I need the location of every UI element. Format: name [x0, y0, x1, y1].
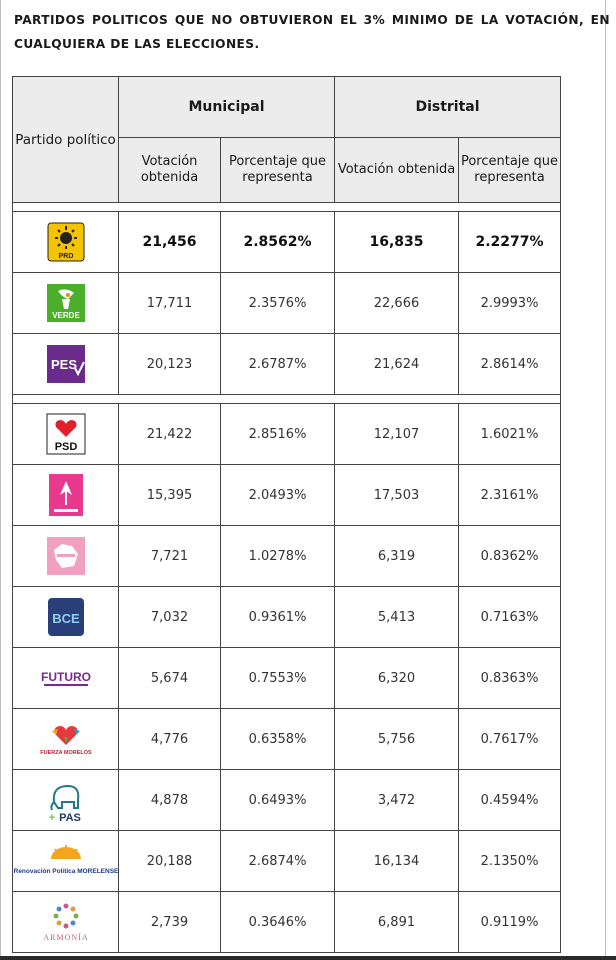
- pes-logo: [13, 334, 119, 395]
- municipal-percent-cell: 2.0493%: [221, 465, 335, 526]
- svg-text:ARMONÍA: ARMONÍA: [42, 933, 89, 942]
- table-row: [13, 273, 561, 334]
- municipal-percent-cell: 0.6358%: [221, 709, 335, 770]
- municipal-votes-cell: 20,123: [119, 334, 221, 395]
- table-row: [13, 831, 561, 892]
- distrital-votes-cell: 12,107: [335, 404, 459, 465]
- fuerza-morelos-logo: [13, 709, 119, 770]
- renovacion-sun-icon: [13, 843, 118, 879]
- distrital-percent-cell: 1.6021%: [459, 404, 561, 465]
- distrital-votes-cell: 6,320: [335, 648, 459, 709]
- distrital-header: Distrital: [335, 77, 561, 138]
- municipal-votes-cell: 2,739: [119, 892, 221, 953]
- svg-text:Renovación Política MORELENSE: Renovación Política MORELENSE: [13, 868, 118, 875]
- distrital-votes-cell: 16,835: [335, 212, 459, 273]
- distrital-votes-header: Votación obtenida: [335, 138, 459, 203]
- distrital-percent-cell: 2.2277%: [459, 212, 561, 273]
- pes-check-icon: [46, 344, 86, 384]
- svg-text:FUTURO: FUTURO: [40, 670, 91, 684]
- table-row: [13, 465, 561, 526]
- svg-text:VERDE: VERDE: [51, 311, 80, 320]
- svg-text:PAS: PAS: [58, 812, 81, 824]
- futuro-wordmark-icon: [38, 666, 94, 690]
- municipal-percent-cell: 2.6787%: [221, 334, 335, 395]
- municipal-percent-cell: 2.6874%: [221, 831, 335, 892]
- municipal-votes-cell: 21,456: [119, 212, 221, 273]
- distrital-percent-cell: 0.4594%: [459, 770, 561, 831]
- pas-logo: [13, 770, 119, 831]
- distrital-votes-cell: 5,756: [335, 709, 459, 770]
- municipal-percent-cell: 0.9361%: [221, 587, 335, 648]
- distrital-percent-header: Porcentaje que representa: [459, 138, 561, 203]
- armonia-flower-icon: [36, 900, 96, 944]
- table-row: [13, 526, 561, 587]
- svg-text:+: +: [48, 812, 55, 824]
- table-row: [13, 770, 561, 831]
- table-row: [13, 212, 561, 273]
- humanista-logo: [13, 465, 119, 526]
- distrital-percent-cell: 2.3161%: [459, 465, 561, 526]
- municipal-votes-cell: 4,878: [119, 770, 221, 831]
- municipal-votes-cell: 17,711: [119, 273, 221, 334]
- results-table: [12, 76, 561, 953]
- distrital-percent-cell: 0.7163%: [459, 587, 561, 648]
- municipal-votes-cell: 21,422: [119, 404, 221, 465]
- table-row: [13, 709, 561, 770]
- distrital-percent-cell: 0.7617%: [459, 709, 561, 770]
- municipal-percent-cell: 0.3646%: [221, 892, 335, 953]
- distrital-votes-cell: 17,503: [335, 465, 459, 526]
- distrital-votes-cell: 22,666: [335, 273, 459, 334]
- municipal-votes-cell: 4,776: [119, 709, 221, 770]
- page-title: PARTIDOS POLITICOS QUE NO OBTUVIERON EL 3% MINIMO DE LA VOTACIÓN, EN CUALQUIERA DE LAS ELECCIONES.: [14, 13, 610, 51]
- prd-sun-icon: [47, 222, 85, 262]
- renovacion-morelense-logo: [13, 831, 119, 892]
- verde-toucan-icon: [46, 283, 86, 323]
- svg-text:PRD: PRD: [58, 253, 73, 260]
- humanista-bird-icon: [48, 473, 84, 517]
- municipal-percent-cell: 0.7553%: [221, 648, 335, 709]
- table-row: [13, 404, 561, 465]
- municipal-votes-cell: 5,674: [119, 648, 221, 709]
- psd-logo: [13, 404, 119, 465]
- bce-badge-icon: [47, 597, 85, 637]
- municipal-percent-header: Porcentaje que representa: [221, 138, 335, 203]
- svg-text:FUERZA MORELOS: FUERZA MORELOS: [39, 750, 92, 756]
- distrital-votes-cell: 6,319: [335, 526, 459, 587]
- fuerza-morelos-heart-icon: [34, 721, 98, 757]
- svg-text:BCE: BCE: [51, 611, 80, 626]
- distrital-votes-cell: 3,472: [335, 770, 459, 831]
- municipal-votes-cell: 15,395: [119, 465, 221, 526]
- table-row: [13, 587, 561, 648]
- table-row: [13, 334, 561, 395]
- municipal-percent-cell: 2.8516%: [221, 404, 335, 465]
- municipal-votes-cell: 20,188: [119, 831, 221, 892]
- party-column-header: [13, 77, 119, 203]
- municipal-percent-cell: 2.8562%: [221, 212, 335, 273]
- distrital-votes-cell: 21,624: [335, 334, 459, 395]
- municipal-percent-cell: 0.6493%: [221, 770, 335, 831]
- distrital-percent-cell: 0.8362%: [459, 526, 561, 587]
- municipal-percent-cell: 1.0278%: [221, 526, 335, 587]
- municipal-votes-cell: 7,032: [119, 587, 221, 648]
- bce-logo: [13, 587, 119, 648]
- pas-elephant-icon: [42, 776, 90, 824]
- table-row: [13, 892, 561, 953]
- municipal-header: Municipal: [119, 77, 335, 138]
- bottom-bar: [0, 956, 616, 960]
- distrital-percent-cell: 0.9119%: [459, 892, 561, 953]
- futuro-logo: [13, 648, 119, 709]
- distrital-percent-cell: 0.8363%: [459, 648, 561, 709]
- distrital-percent-cell: 2.8614%: [459, 334, 561, 395]
- prd-logo: [13, 212, 119, 273]
- distrital-votes-cell: 6,891: [335, 892, 459, 953]
- distrital-percent-cell: 2.9993%: [459, 273, 561, 334]
- municipal-percent-cell: 2.3576%: [221, 273, 335, 334]
- verde-logo: [13, 273, 119, 334]
- table-row: [13, 648, 561, 709]
- psd-heart-icon: [46, 413, 86, 455]
- podemos-map-icon: [46, 536, 86, 576]
- svg-text:PES: PES: [50, 357, 77, 372]
- svg-text:PSD: PSD: [54, 441, 77, 453]
- distrital-votes-cell: 5,413: [335, 587, 459, 648]
- distrital-votes-cell: 16,134: [335, 831, 459, 892]
- municipal-votes-header: Votación obtenida: [119, 138, 221, 203]
- armonia-logo: [13, 892, 119, 953]
- municipal-votes-cell: 7,721: [119, 526, 221, 587]
- party-header-label: Partido político: [15, 131, 116, 148]
- distrital-percent-cell: 2.1350%: [459, 831, 561, 892]
- podemos-logo: [13, 526, 119, 587]
